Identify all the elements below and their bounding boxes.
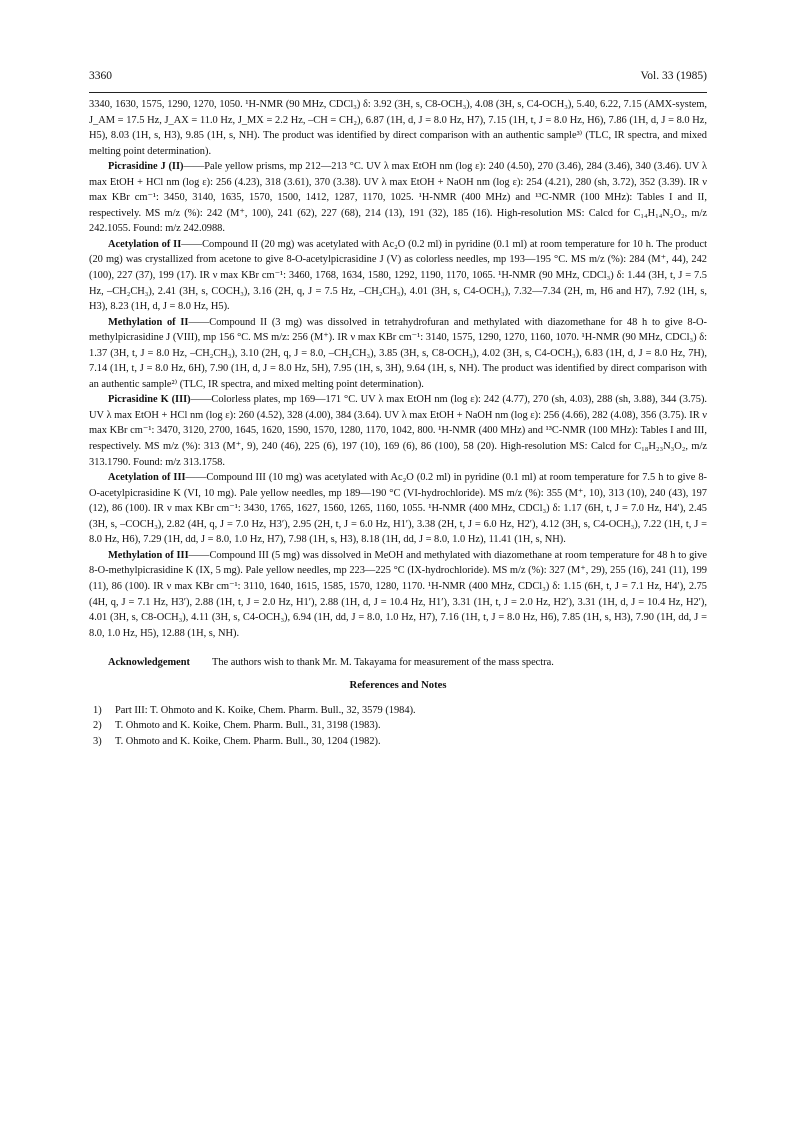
reference-text: T. Ohmoto and K. Koike, Chem. Pharm. Bull., 30, 1204 (1982). <box>115 735 381 747</box>
paragraph-text: ——Compound II (20 mg) was acetylated with Ac₂O (0.2 ml) in pyridine (0.1 ml) at room temperature for 10 h. The product (20 mg) was crystallized from acetone to give 8-O-acetylpicrasidine J (V) as colorless needles, mp 193—195 °C. MS m/z (%): 284 (M⁺, 44), 242 (100), 227 (37), 199 (17). IR ν max KBr cm⁻¹: 3460, 1768, 1634, 1580, 1292, 1190, 1170, 1065. ¹H-NMR (90 MHz, CDCl₃) δ: 1.44 (3H, t, J = 7.5 Hz, –CH₂CH₃), 2.41 (3H, s, COCH₃), 3.16 (2H, q, J = 7.5 Hz, –CH₂CH₃), 4.01 (3H, s, C4-OCH₃), 7.32—7.34 (2H, m, H6 and H7), 7.92 (1H, s, H3), 8.23 (1H, d, J = 8.0 Hz, H5). <box>89 238 707 313</box>
paragraph-text: ——Pale yellow prisms, mp 212—213 °C. UV λ max EtOH nm (log ε): 240 (4.50), 270 (3.46), 284 (3.46), 340 (3.46). UV λ max EtOH + HCl nm (log ε): 256 (4.23), 318 (3.61), 370 (3.38). UV λ max EtOH + NaOH nm (log ε): 254 (4.21), 280 (sh, 3.72), 352 (3.39). IR ν max KBr cm⁻¹: 3450, 3140, 1635, 1570, 1500, 1412, 1287, 1170, 1025. ¹H-NMR (400 MHz) and ¹³C-NMR (100 MHz): Tables I and II, respectively. MS m/z (%): 242 (M⁺, 100), 241 (62), 227 (68), 214 (13), 191 (32), 185 (16). High-resolution MS: Calcd for C₁₄H₁₄N₂O₂, m/z 242.1055. Found: m/z 242.0988. <box>89 161 707 235</box>
paragraph-text: ——Compound II (3 mg) was dissolved in tetrahydrofuran and methylated with diazomethane for 48 h to give 8-O-methylpicrasidine J (VIII), mp 156 °C. MS m/z: 256 (M⁺). IR ν max KBr cm⁻¹: 3140, 1575, 1290, 1270, 1160, 1070. ¹H-NMR (90 MHz, CDCl₃) δ: 1.37 (3H, t, J = 8.0 Hz, –CH₂CH₃), 3.10 (2H, q, J = 8.0, –CH₂CH₃), 3.85 (3H, s, C8-OCH₃), 4.02 (3H, s, C4-OCH₃), 6.83 (1H, d, J = 8.0 Hz, 7H), 7.14 (1H, t, J = 8.0 Hz, 6H), 7.90 (1H, d, J = 8.0 Hz, 5H), 7.95 (1H, s, 3H), 9.64 (1H, s, NH). The product was identified by direct comparison with an authentic sample²⁾ (TLC, IR spectra, and mixed melting point determination). <box>89 316 708 390</box>
paragraph-text: ——Compound III (10 mg) was acetylated with Ac₂O (0.2 ml) in pyridine (0.1 ml) at room temperature for 7.5 h to give 8-O-acetylpicrasidine K (VI, 10 mg). Pale yellow needles, mp 189—190 °C (VI-hydrochloride). MS m/z (%): 355 (M⁺, 10), 313 (10), 240 (43), 197 (12), 86 (100). IR ν max KBr cm⁻¹: 3430, 1765, 1627, 1560, 1265, 1160, 1055. ¹H-NMR (400 MHz, CDCl₃) δ: 1.17 (6H, t, J = 7.0 Hz, H4′), 2.45 (3H, s, –COCH₃), 2.82 (4H, q, J = 7.0 Hz, H3′), 2.95 (2H, t, J = 6.0 Hz, H1′), 3.38 (2H, t, J = 6.0 Hz, H2′), 4.12 (3H, s, C4-OCH₃), 7.22 (1H, t, J = 8.0 Hz, H6), 7.29 (1H, dd, J = 8.0, 1.0 Hz, H7), 7.98 (1H, s, H3), 8.18 (1H, dd, J = 8.0, 1.0 Hz), 11.41 (1H, s, NH). <box>89 472 707 546</box>
paragraph-methylation-iii <box>89 548 707 641</box>
running-header <box>89 70 707 90</box>
reference-item <box>89 703 707 719</box>
journal-page <box>89 70 707 749</box>
reference-list <box>89 703 707 750</box>
paragraph-acetylation-ii <box>89 237 707 315</box>
paragraph-picrasidine-k <box>89 392 707 470</box>
paragraph-heading: Picrasidine J (II) <box>108 161 184 173</box>
paragraph-acetylation-iii <box>89 470 707 548</box>
paragraph-heading: Methylation of II <box>108 316 189 328</box>
paragraph-picrasidine-j <box>89 159 707 237</box>
experimental-section <box>89 97 707 641</box>
reference-number: 2) <box>93 720 102 732</box>
reference-item <box>89 718 707 734</box>
paragraph-text: ——Colorless plates, mp 169—171 °C. UV λ max EtOH nm (log ε): 242 (4.77), 270 (sh, 4.03), 288 (sh, 3.88), 344 (3.75). UV λ max EtOH + HCl nm (log ε): 260 (4.52), 328 (4.00), 384 (3.64). UV λ max EtOH + NaOH nm (log ε): 256 (4.66), 282 (4.08), 356 (3.75). IR ν max KBr cm⁻¹: 3470, 3120, 2700, 1645, 1620, 1590, 1570, 1280, 1170, 1042, 800. ¹H-NMR (400 MHz) and ¹³C-NMR (100 MHz): Tables I and III, respectively. MS m/z (%): 313 (M⁺, 9), 240 (46), 225 (6), 197 (10), 169 (6), 86 (100), 58 (20). High-resolution MS: Calcd for C₁₈H₂₃N₃O₂, m/z 313.1790. Found: m/z 313.1758. <box>89 394 707 468</box>
acknowledgement-text: The authors wish to thank Mr. M. Takayama for measurement of the mass spectra. <box>211 657 554 669</box>
header-rule <box>89 92 707 93</box>
reference-number: 3) <box>93 735 102 747</box>
volume-info: Vol. 33 (1985) <box>640 70 707 82</box>
paragraph-heading: Picrasidine K (III) <box>108 394 191 406</box>
reference-number: 1) <box>93 704 102 716</box>
reference-item <box>89 734 707 750</box>
paragraph-heading: Methylation of III <box>108 549 189 561</box>
paragraph-text: 3340, 1630, 1575, 1290, 1270, 1050. ¹H-NMR (90 MHz, CDCl₃) δ: 3.92 (3H, s, C8-OCH₃), 4.08 (3H, s, C4-OCH₃), 5.40, 6.22, 7.15 (AMX-system, J_AM = 17.5 Hz, J_AX = 11.0 Hz, J_MX = 2.2 Hz, –CH = CH₂), 6.87 (1H, d, J = 8.0 Hz, H7), 7.15 (1H, t, J = 8.0 Hz, H6), 7.86 (1H, d, J = 8.0 Hz, H5), 8.03 (1H, s, H3), 9.85 (1H, s, NH). The product was identified by direct comparison with an authentic sample³⁾ (TLC, IR spectra, and mixed melting point determination). <box>89 99 707 157</box>
reference-text: Part III: T. Ohmoto and K. Koike, Chem. Pharm. Bull., 32, 3579 (1984). <box>115 704 416 716</box>
paragraph-text: ——Compound III (5 mg) was dissolved in MeOH and methylated with diazomethane at room temperature for 48 h to give 8-O-methylpicrasidine K (IX, 5 mg). Pale yellow needles, mp 223—225 °C (IX-hydrochloride). MS m/z (%): 327 (M⁺, 29), 255 (16), 241 (11), 199 (11), 86 (100). IR ν max KBr cm⁻¹: 3110, 1640, 1615, 1585, 1570, 1280, 1170. ¹H-NMR (400 MHz, CDCl₃) δ: 1.15 (6H, t, J = 7.1 Hz, H4′), 2.75 (4H, q, J = 7.1 Hz, H3′), 2.88 (1H, t, J = 2.0 Hz, H1′), 2.88 (1H, d, J = 10.4 Hz, H1′), 3.31 (1H, t, J = 2.0 Hz, H2′), 3.31 (1H, d, J = 10.4 Hz, H2′), 4.01 (3H, s, C8-OCH₃), 4.11 (3H, s, C4-OCH₃), 6.94 (1H, dd, J = 8.0, 1.0 Hz, H7), 7.16 (1H, t, J = 8.0 Hz, H6), 7.85 (1H, s, H3), 7.90 (1H, dd, J = 8.0, 1.0 Hz, H5), 12.88 (1H, s, NH). <box>89 549 707 639</box>
paragraph-methylation-ii <box>89 315 707 393</box>
references-title: References and Notes <box>349 679 447 691</box>
acknowledgement-heading: Acknowledgement <box>108 657 190 669</box>
acknowledgement <box>89 655 707 671</box>
paragraph-heading: Acetylation of III <box>108 472 186 484</box>
page-number: 3360 <box>89 70 112 82</box>
paragraph-heading: Acetylation of II <box>108 238 182 250</box>
paragraph-continued <box>89 97 707 159</box>
reference-text: T. Ohmoto and K. Koike, Chem. Pharm. Bull., 31, 3198 (1983). <box>115 720 381 732</box>
